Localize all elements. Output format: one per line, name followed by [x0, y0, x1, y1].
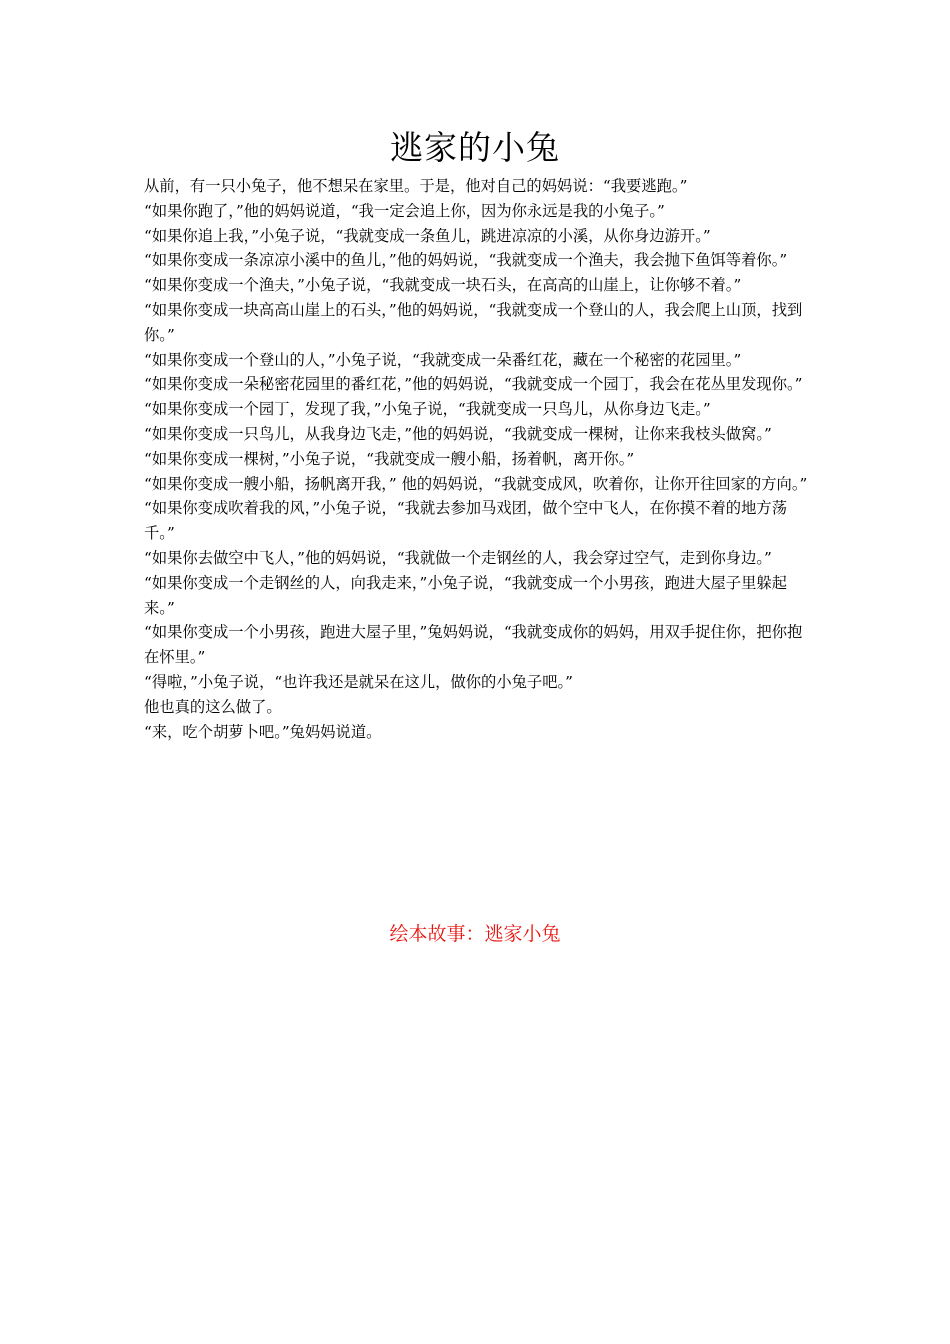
story-paragraph: “如果你变成吹着我的风，”小兔子说，“我就去参加马戏团，做个空中飞人，在你摸不着的地方荡千。” — [144, 499, 787, 543]
story-paragraph: “如果你变成一棵树，”小兔子说，“我就变成一艘小船，扬着帆，离开你。” — [144, 449, 635, 468]
story-paragraph: “如果你追上我，”小兔子说，“我就变成一条鱼儿，跳进凉凉的小溪，从你身边游开。” — [144, 226, 711, 245]
story-paragraph: “如果你变成一朵秘密花园里的番红花，”他的妈妈说，“我就变成一个园丁，我会在花丛里发现你。” — [144, 375, 803, 394]
footer-title: 绘本故事：逃家小兔 — [389, 923, 561, 945]
story-paragraph: “如果你变成一艘小船，扬帆离开我，” 他的妈妈说，“我就变成风，吹着你，让你开往回家的方向。” — [144, 474, 808, 493]
page-title: 逃家的小兔 — [390, 128, 560, 167]
story-paragraph: “如果你变成一只鸟儿，从我身边飞走，”他的妈妈说，“我就变成一棵树，让你来我枝头做窝。” — [144, 424, 772, 443]
story-paragraph: “如果你变成一块高高山崖上的石头，”他的妈妈说，“我就变成一个登山的人，我会爬上山顶，找到你。” — [144, 300, 803, 344]
story-paragraph: “如果你去做空中飞人，”他的妈妈说，“我就做一个走钢丝的人，我会穿过空气，走到你身边。” — [144, 548, 772, 567]
story-paragraph: “如果你变成一个园丁，发现了我，”小兔子说，“我就变成一只鸟儿，从你身边飞走。” — [144, 400, 711, 419]
story-paragraph: “如果你变成一个走钢丝的人，向我走来，”小兔子说，“我就变成一个小男孩，跑进大屋子里躲起来。” — [144, 573, 787, 617]
story-paragraph: 从前，有一只小兔子，他不想呆在家里。于是，他对自己的妈妈说：“我要逃跑。” — [144, 177, 688, 195]
story-paragraph: “来，吃个胡萝卜吧。”兔妈妈说道。 — [144, 722, 382, 741]
story-body — [144, 174, 812, 744]
story-paragraph: “如果你跑了，”他的妈妈说道，“我一定会追上你，因为你永远是我的小兔子。” — [144, 201, 665, 220]
story-paragraph: “如果你变成一个登山的人，”小兔子说，“我就变成一朵番红花，藏在一个秘密的花园里。” — [144, 350, 742, 369]
story-paragraph: “得啦，”小兔子说，“也许我还是就呆在这儿，做你的小兔子吧。” — [144, 672, 573, 691]
story-paragraph: 他也真的这么做了。 — [144, 697, 282, 716]
story-paragraph: “如果你变成一个渔夫，”小兔子说，“我就变成一块石头，在高高的山崖上，让你够不着。” — [144, 276, 742, 295]
story-paragraph: “如果你变成一条凉凉小溪中的鱼儿，”他的妈妈说，“我就变成一个渔夫，我会抛下鱼饵等着你。” — [144, 251, 788, 270]
story-paragraph: “如果你变成一个小男孩，跑进大屋子里，”兔妈妈说，“我就变成你的妈妈，用双手捉住你，把你抱在怀里。” — [144, 623, 803, 667]
